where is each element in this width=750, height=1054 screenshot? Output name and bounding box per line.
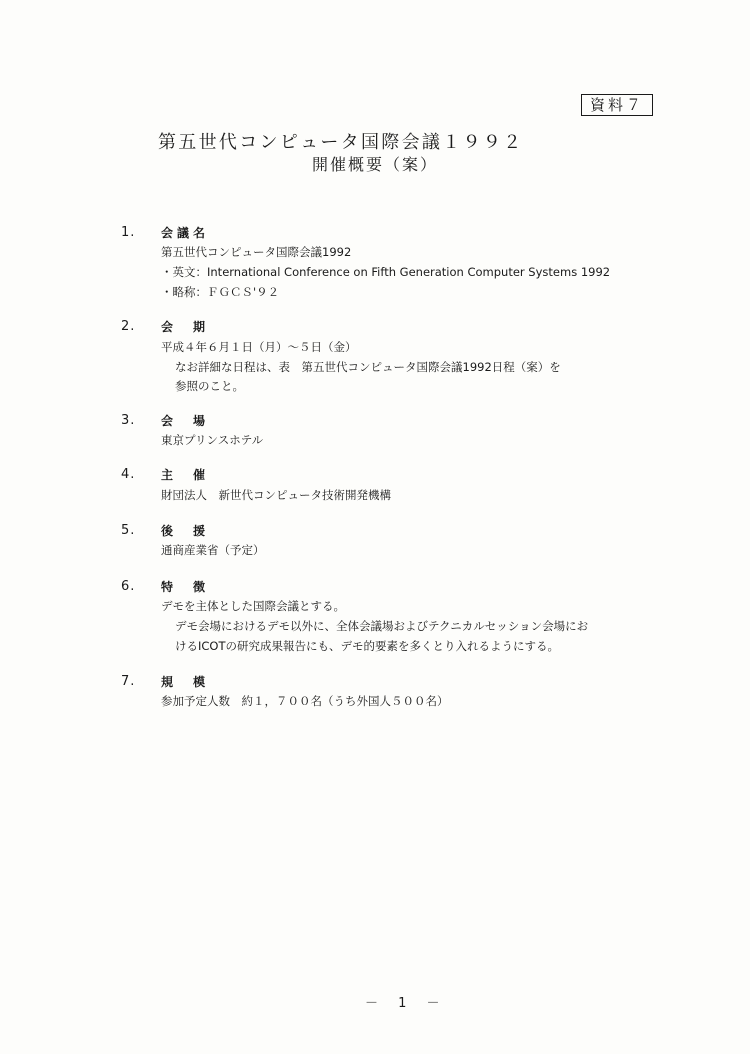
section-number: 6. [121, 579, 136, 594]
section-heading: 主 催 [161, 468, 210, 482]
section-number: 5. [121, 523, 136, 538]
section-line: デモ会場におけるデモ以外に、全体会議場およびテクニカルセッション会場にお [175, 619, 589, 633]
section-line: ・略称：ＦＧＣＳ'９２ [161, 285, 280, 299]
page-number: － 1 － [365, 996, 448, 1011]
section-heading: 会議名 [161, 226, 210, 240]
document-title: 第五世代コンピュータ国際会議１９９２ [158, 132, 524, 153]
section-line: 参加予定人数 約１，７００名（うち外国人５００名） [161, 694, 449, 708]
section-heading: 特 徴 [161, 580, 210, 594]
section-line: 参照のこと。 [175, 379, 244, 393]
section-number: 7. [121, 674, 136, 689]
section-line: デモを主体とした国際会議とする。 [161, 599, 345, 613]
section-line: 財団法人 新世代コンピュータ技術開発機構 [161, 488, 391, 502]
section-number: 1. [121, 225, 136, 240]
document-label: 資料７ [581, 94, 653, 116]
section-heading: 規 模 [161, 675, 210, 689]
section-line: なお詳細な日程は、表 第五世代コンピュータ国際会議1992日程（案）を [175, 360, 561, 374]
section-line: ・英文：International Conference on Fifth Generation Computer Systems 1992 [161, 265, 611, 279]
section-heading: 会 期 [161, 320, 210, 334]
section-line: 通商産業省（予定） [161, 543, 265, 557]
section-number: 2. [121, 319, 136, 334]
section-line: 平成４年６月１日（月）～５日（金） [161, 340, 357, 354]
document-subtitle: 開催概要（案） [312, 155, 439, 174]
section-line: 東京プリンスホテル [161, 433, 264, 447]
section-heading: 会 場 [161, 414, 210, 428]
section-heading: 後 援 [161, 524, 210, 538]
section-number: 4. [121, 467, 136, 482]
section-number: 3. [121, 413, 136, 428]
section-line: けるICOTの研究成果報告にも、デモ的要素を多くとり入れるようにする。 [175, 639, 559, 653]
section-line: 第五世代コンピュータ国際会議1992 [161, 245, 352, 259]
